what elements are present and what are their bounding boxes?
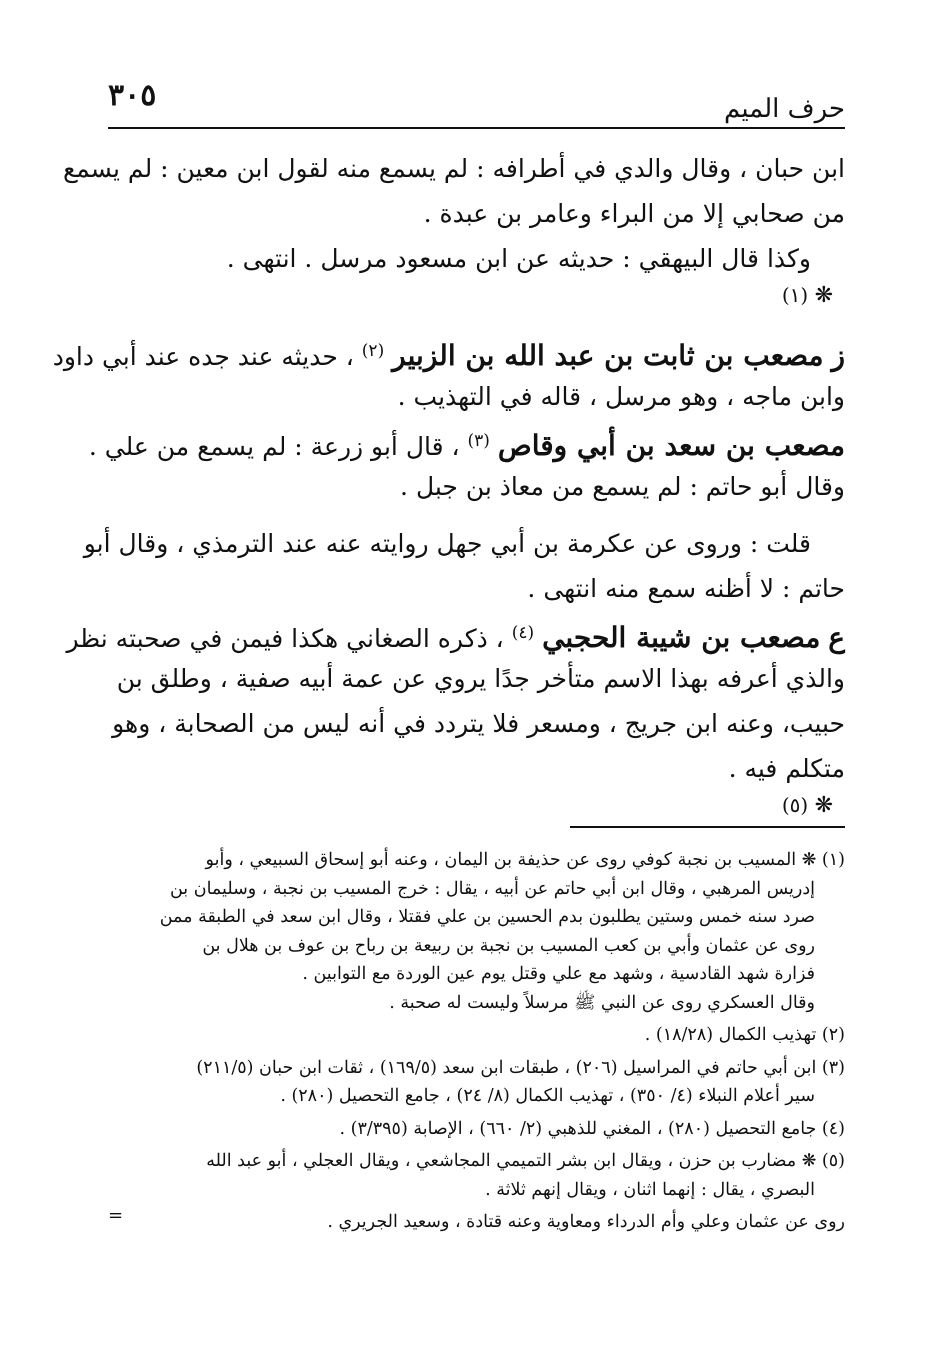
body-line: وكذا قال البيهقي : حديثه عن ابن مسعود مرسل . انتهى . [226, 244, 811, 273]
footnote-line: سير أعلام النبلاء (٤/ ٣٥٠) ، تهذيب الكمال (٨/ ٢٤) ، جامع التحصيل (٢٨٠) . [280, 1086, 815, 1106]
footnote-line: (٢) تهذيب الكمال (١٨/٢٨) . [644, 1025, 845, 1045]
star-icon: ❋ [814, 793, 833, 818]
footnote-line: إدريس المرهبي ، وقال ابن أبي حاتم عن أبيه ، يقال : خرج المسيب بن نجبة ، وسليمان بن [169, 878, 815, 899]
body-line: حاتم : لا أظنه سمع منه انتهى . [527, 574, 845, 603]
star-icon: ❋ [814, 283, 833, 308]
footnote-line: روى عن عثمان وأبي بن كعب المسيب بن نجبة بن ربيعة بن رباح بن عوف بن هلال بن [202, 935, 815, 956]
footnote-ref: (٥) [781, 793, 809, 817]
body-line: ابن حبان ، وقال والدي في أطرافه : لم يسمع منه لقول ابن معين : لم يسمع [62, 154, 845, 183]
entry-prefix: ع [828, 621, 845, 654]
entry-line [88, 419, 845, 464]
footnote-line: البصري ، يقال : إنهما اثنان ، ويقال إنهم ثلاثة . [485, 1179, 815, 1200]
body-line: قلت : وروى عن عكرمة بن أبي جهل روايته عنه عند الترمذي ، وقال أبو [83, 529, 811, 558]
footnote-line: فزارة شهد القادسية ، وشهد مع علي وقتل يوم عين الوردة مع التوابين . [302, 964, 815, 984]
entry-text: ، ذكره الصغاني هكذا فيمن في صحبته نظر [66, 624, 504, 653]
footnote-line: وقال العسكري روى عن النبي ﷺ مرسلاً وليست له صحبة . [389, 992, 815, 1013]
header-rule [108, 127, 845, 129]
body-line: حبيب، وعنه ابن جريج ، ومسعر فلا يتردد في أنه ليس من الصحابة ، وهو [112, 709, 845, 738]
footnote-line: (١) ❋ المسيب بن نجبة كوفي روى عن حذيفة بن اليمان ، وعنه أبو إسحاق السبيعي ، وأبو [205, 850, 845, 870]
entry-text: ، قال أبو زرعة : لم يسمع من علي . [88, 432, 460, 461]
footnote-marker [108, 281, 845, 317]
footnote-ref: (٣) [467, 431, 490, 451]
body-line: متكلم فيه . [728, 754, 845, 783]
chapter-title: حرف الميم [724, 94, 845, 124]
footnote-line: (٥) ❋ مضارب بن حزن ، ويقال ابن بشر التميمي المجاشعي ، ويقال العجلي ، أبو عبد الله [206, 1151, 845, 1171]
footnote-line: صرد سنه خمس وستين يطلبون بدم الحسين بن علي فقتلا ، وقال ابن سعد في الطبقة ممن [159, 907, 815, 927]
footnotes [108, 846, 845, 1237]
entry-prefix: ز [831, 339, 845, 372]
main-text [52, 146, 845, 827]
footnote-ref: (١) [781, 283, 809, 307]
footnote-line: (٤) جامع التحصيل (٢٨٠) ، المغني للذهبي (٢/ ٦٦٠) ، الإصابة (٣/٣٩٥) . [339, 1118, 845, 1139]
footnote-ref: (٢) [361, 341, 385, 361]
footnote-marker [108, 791, 845, 827]
footnote-line [108, 1205, 845, 1237]
continuation-mark: = [108, 1205, 124, 1226]
entry-name: مصعب بن شيبة الحجبي [542, 621, 821, 654]
entry-text: ، حديثه عند جده عند أبي داود [52, 342, 354, 371]
body-line: من صحابي إلا من البراء وعامر بن عبدة . [423, 199, 845, 228]
entry-name: مصعب بن سعد بن أبي وقاص [497, 429, 845, 462]
entry-name: مصعب بن ثابت بن عبد الله بن الزبير [392, 339, 824, 372]
entry-line [52, 329, 845, 374]
footnote-text: روى عن عثمان وعلي وأم الدرداء ومعاوية وعنه قتادة ، وسعيد الجريري . [327, 1212, 845, 1232]
body-line: والذي أعرفه بهذا الاسم متأخر جدًا يروي عن عمة أبيه صفية ، وطلق بن [116, 664, 845, 693]
entry-line [66, 611, 845, 656]
footnotes-rule [570, 826, 845, 828]
footnote-ref: (٤) [511, 623, 535, 643]
page-header [108, 78, 845, 128]
page-number: ٣٠٥ [108, 78, 157, 113]
body-line: وقال أبو حاتم : لم يسمع من معاذ بن جبل . [400, 472, 845, 501]
footnote-line: (٣) ابن أبي حاتم في المراسيل (٢٠٦) ، طبقات ابن سعد (١٦٩/٥) ، ثقات ابن حبان (٢١١/٥) [196, 1057, 845, 1078]
body-line: وابن ماجه ، وهو مرسل ، قاله في التهذيب . [397, 382, 845, 411]
